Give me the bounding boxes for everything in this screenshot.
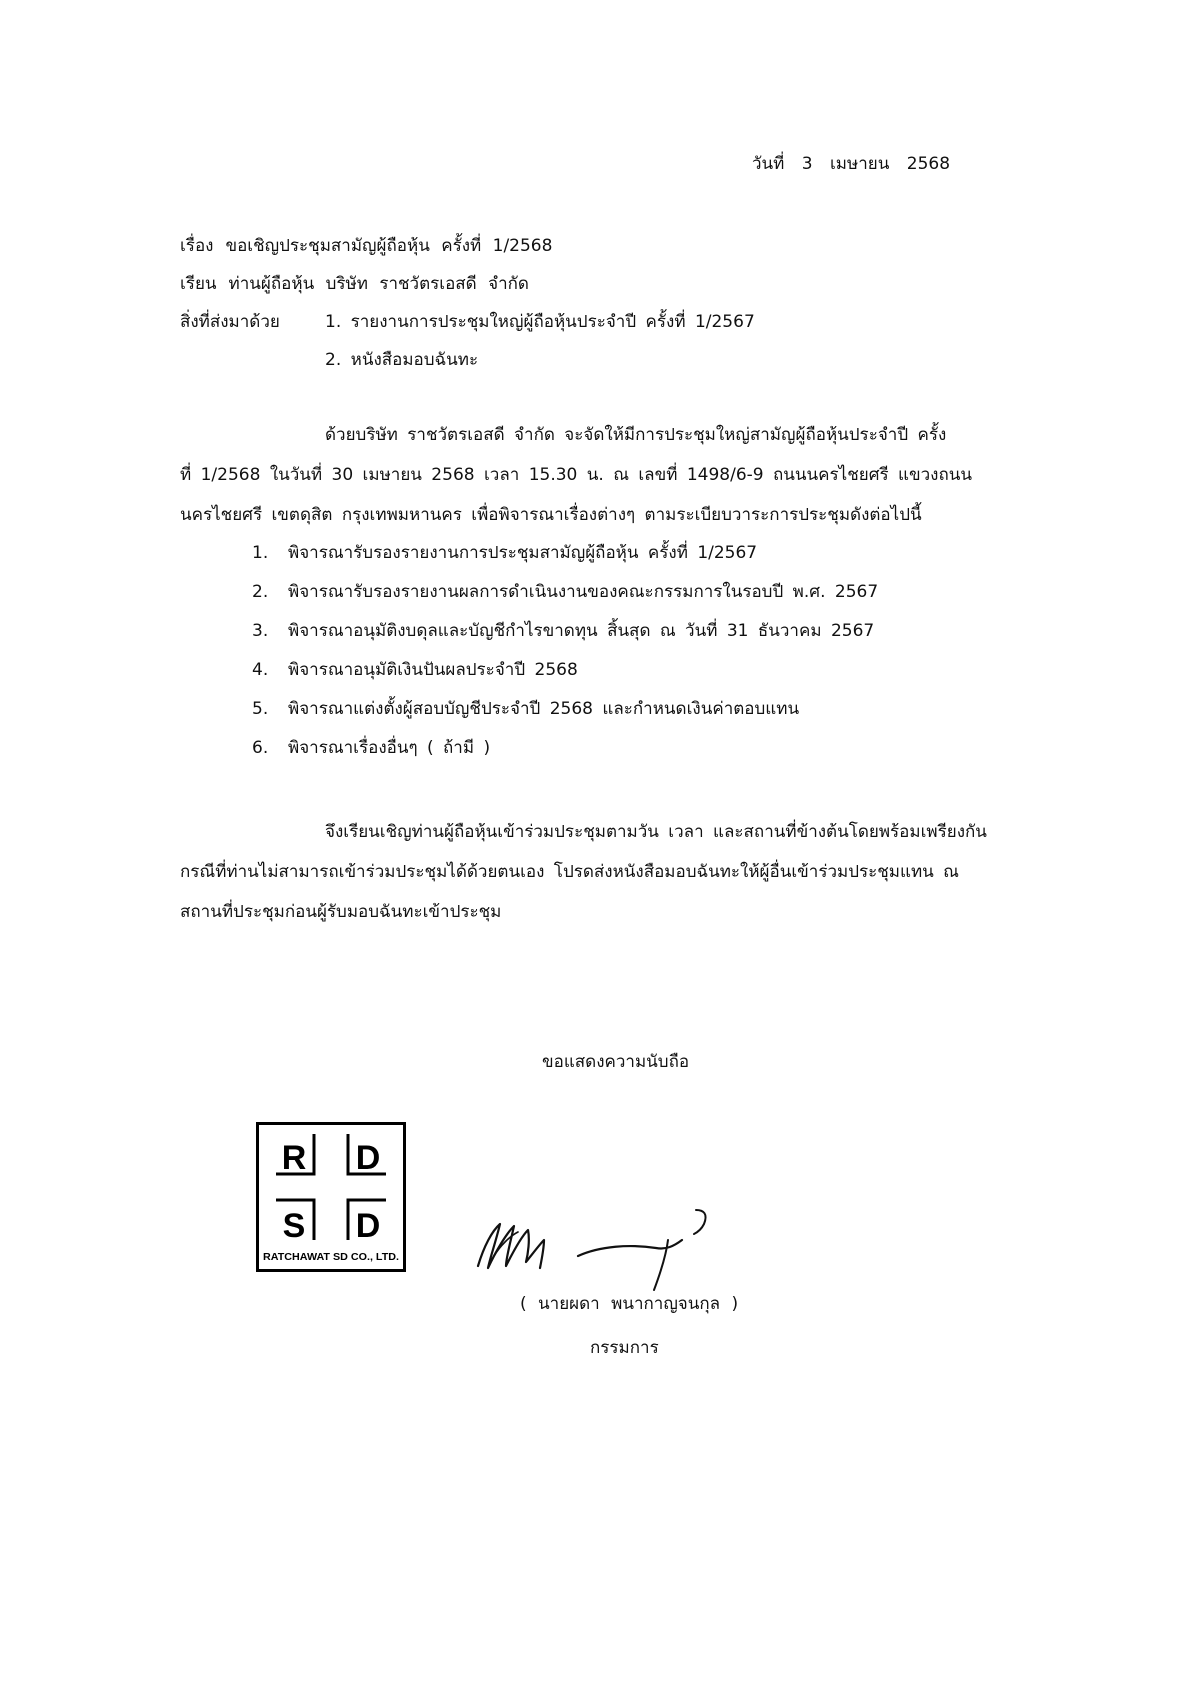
agenda-number: 6. [252, 738, 269, 758]
letter-date: วันที่ 3 เมษายน 2568 [752, 154, 951, 174]
svg-text:D: D [355, 1139, 381, 1177]
invitation-line: จึงเรียนเชิญท่านผู้ถือหุ้นเข้าร่วมประชุมตามวัน เวลา และสถานที่ข้างต้นโดยพร้อมเพรียงกัน [325, 822, 987, 842]
agenda-list [252, 543, 878, 777]
invitation-line: กรณีที่ท่านไม่สามารถเข้าร่วมประชุมได้ด้วยตนเอง โปรดส่งหนังสือมอบฉันทะให้ผู้อื่นเข้าร่วมประชุมแทน ณ [180, 862, 959, 882]
body-line: ที่ 1/2568 ในวันที่ 30 เมษายน 2568 เวลา 15.30 น. ณ เลขที่ 1498/6-9 ถนนนครไชยศรี แขวงถนน [180, 465, 972, 485]
subject-value: ขอเชิญประชุมสามัญผู้ถือหุ้น ครั้งที่ 1/2568 [225, 236, 553, 256]
agenda-item [252, 699, 878, 738]
signature-graphic [470, 1196, 740, 1296]
body-line: นครไชยศรี เขตดุสิต กรุงเทพมหานคร เพื่อพิจารณาเรื่องต่างๆ ตามระเบียบวาระการประชุมดังต่อไปนี้ [180, 505, 922, 525]
agenda-number: 2. [252, 582, 269, 602]
agenda-text: พิจารณาแต่งตั้งผู้สอบบัญชีประจำปี 2568 และกำหนดเงินค่าตอบแทน [288, 699, 800, 719]
agenda-number: 4. [252, 660, 269, 680]
agenda-number: 1. [252, 543, 269, 563]
agenda-text: พิจารณาอนุมัติเงินปันผลประจำปี 2568 [288, 660, 578, 680]
agenda-item [252, 660, 878, 699]
signer-title: กรรมการ [590, 1338, 659, 1358]
company-stamp [256, 1122, 406, 1272]
closing-salutation: ขอแสดงความนับถือ [542, 1052, 690, 1072]
svg-text:R: R [281, 1139, 307, 1177]
recipient-line [180, 270, 529, 297]
handwritten-signature [470, 1196, 740, 1296]
invitation-paragraph [180, 812, 1015, 932]
enclosure-item: 1. รายงานการประชุมใหญ่ผู้ถือหุ้นประจำปี ครั้งที่ 1/2567 [325, 312, 755, 332]
subject-line [180, 232, 552, 259]
agenda-item [252, 621, 878, 660]
enclosure-item: 2. หนังสือมอบฉันทะ [325, 350, 479, 370]
signer-name: ( นายผดา พนากาญจนกุล ) [520, 1294, 739, 1314]
svg-text:D: D [355, 1207, 381, 1245]
svg-text:S: S [282, 1207, 306, 1245]
agenda-text: พิจารณารับรองรายงานการประชุมสามัญผู้ถือหุ้น ครั้งที่ 1/2567 [288, 543, 758, 563]
agenda-text: พิจารณารับรองรายงานผลการดำเนินงานของคณะกรรมการในรอบปี พ.ศ. 2567 [288, 582, 879, 602]
body-line: ด้วยบริษัท ราชวัตรเอสดี จำกัด จะจัดให้มีการประชุมใหญ่สามัญผู้ถือหุ้นประจำปี ครั้ง [325, 425, 947, 445]
recipient-value: ท่านผู้ถือหุ้น บริษัท ราชวัตรเอสดี จำกัด [228, 274, 529, 294]
enclosure-label: สิ่งที่ส่งมาด้วย [180, 312, 280, 332]
agenda-text: พิจารณาเรื่องอื่นๆ ( ถ้ามี ) [288, 738, 491, 758]
agenda-number: 5. [252, 699, 269, 719]
agenda-item [252, 582, 878, 621]
svg-text:RATCHAWAT SD CO., LTD.: RATCHAWAT SD CO., LTD. [263, 1251, 400, 1263]
stamp-graphic [256, 1122, 406, 1272]
recipient-label: เรียน [180, 274, 217, 294]
agenda-number: 3. [252, 621, 269, 641]
agenda-item [252, 543, 878, 582]
invitation-line: สถานที่ประชุมก่อนผู้รับมอบฉันทะเข้าประชุม [180, 902, 502, 922]
agenda-item [252, 738, 878, 777]
body-paragraph [180, 415, 1015, 535]
agenda-text: พิจารณาอนุมัติงบดุลและบัญชีกำไรขาดทุน สิ้นสุด ณ วันที่ 31 ธันวาคม 2567 [288, 621, 875, 641]
subject-label: เรื่อง [180, 236, 214, 256]
